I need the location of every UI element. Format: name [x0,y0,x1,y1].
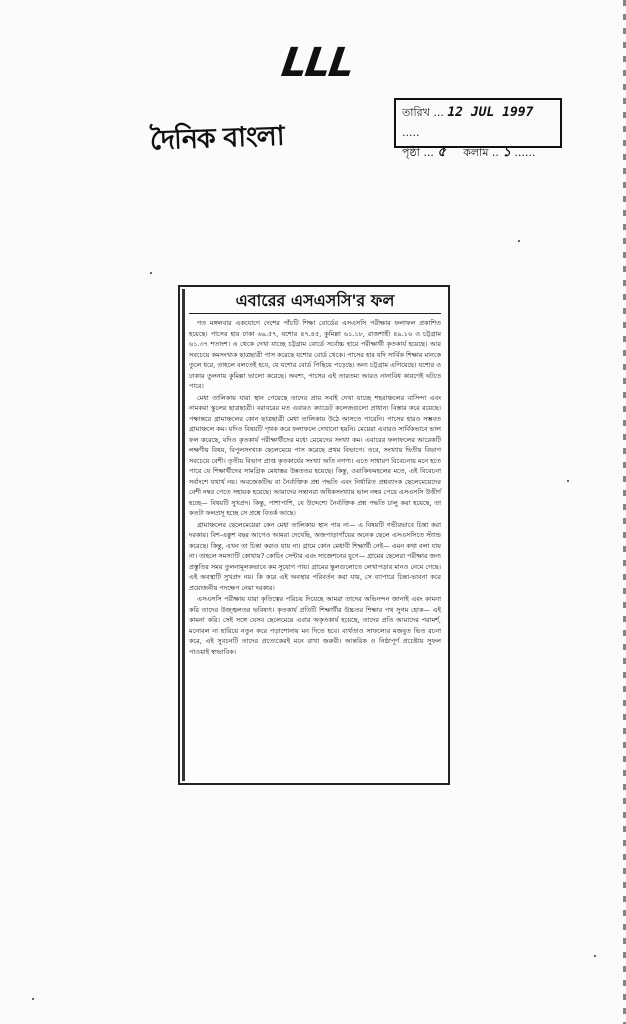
article-paragraph: মেধা তালিকায় যারা স্থান পেয়েছে তাদের প্রায় সবাই দেখা যাচ্ছে শহরাঞ্চলের বাসিন্দা এবং নামকরা স্কুলের ছাত্রছাত্রী। বরাবরের মত এবারও ক্যাডেট কলেজগুলো প্রাধান্য বিস্তার করে রয়েছে। পক্ষান্তরে গ্রামাঞ্চলের কোন ছাত্রছাত্রী মেধা তালিকায় উঠে আসতে পারেনি। পাসের হারও সম্ভবত গ্রামাঞ্চলে কম। যদিও বিষয়টি পৃথক করে ফলাফলে দেখানো হয়নি। মেয়েরা এবারও সার্বিকভাবে ভাল ফল করেছে, যদিও কৃতকার্য পরীক্ষার্থীদের মধ্যে মেয়েদের সংখ্যা কম। এবারের ফলাফলের আরেকটি লক্ষণীয় বিষয়, বিপুলসংখ্যক ছেলেমেয়ে পাস করেছে প্রথম বিভাগে। তবে, সংখ্যায় দ্বিতীয় বিভাগ সবচেয়ে বেশী। তৃতীয় বিভাগ প্রাপ্ত কৃতকার্যের সংখ্যা অতি নগণ্য। এতে সাধারণ বিবেচনায় মনে হতে পারে যে শিক্ষার্থীদের সামগ্রিক মেধাস্তর উন্নততর হয়েছে। কিন্তু, ওয়াকিফমহলের মতে, এই বিবেচনা সর্বাংশে যথার্থ নয়। অবজেকটিভ বা নৈর্ব্যক্তিক প্রশ্ন পদ্ধতি এবং নির্ধারিত প্রশ্নব্যাংক ছেলেমেয়েদের বেশী নম্বর পেতে সহায়ক হয়েছে। আমাদের সন্তানরা অধিকসংখ্যায় ভাল নম্বর পেয়ে এসএসসি উত্তীর্ণ হচ্ছে— বিষয়টি সুখপ্রদ। কিন্তু, পাশাপাশি, যে উদ্দেশ্যে নৈর্ব্যক্তিক প্রশ্ন পদ্ধতি চালু করা হয়েছে, তা কতটা ফলপ্রসূ হচ্ছে সে প্রশ্নে বিতর্ক আছে। [189,393,441,517]
stamp-column-label: কলাম [463,146,489,159]
speck [518,240,520,242]
speck [567,480,569,482]
handwritten-archive-mark: LLL [278,40,356,86]
article-body [189,318,441,657]
newspaper-name: দৈনিক বাংলা [149,120,285,157]
article-paragraph: গত মঙ্গলবার একযোগে দেশের পাঁচটি শিক্ষা বোর্ডের এসএসসি পরীক্ষার ফলাফল প্রকাশিত হয়েছে। পাসের হার ঢাকা ৬৯.৫৭, যশোর ৪৭.৪৫, কুমিল্লা ৬১.১৮, রাজশাহী ৪৯.১৬ ও চট্টগ্রাম ৬১.৩৭ শতাংশ। এ থেকে দেখা যাচ্ছে চট্টগ্রাম বোর্ডে সর্বোচ্চ হারে পরীক্ষার্থী কৃতকার্য হয়েছে। আর সবচেয়ে কমসংখ্যক ছাত্রছাত্রী পাস করেছে যশোর বোর্ড থেকে। পাসের হার যদি সার্বিক শিক্ষার মানকে তুলে ধরে, তাহলে বলতেই হবে, যে যশোর বোর্ড পিছিয়ে পড়েছে। অন্য চট্টগ্রাম এগিয়েছে। যশোর ও ঢাকার তুলনায় কুমিল্লা ভালো করেছে। অবশ্য, পাসের এই তারতম্য আরও নানাবিধ কারণেই ঘটতে পারে। [189,319,441,390]
stamp-page-label: পৃষ্ঠা [402,146,420,159]
speck [32,998,34,1000]
date-stamp [394,98,562,160]
speck [150,272,152,274]
stamp-page-row: পৃষ্ঠা ... ৫ কলাম .. ১ ...... [402,145,536,160]
stamp-page-value: ৫ [437,145,446,160]
stamp-date-label: তারিখ [402,106,430,119]
stamp-date-row: তারিখ ... 12 JUL 1997 ..... [402,105,534,139]
article-paragraph: গ্রামাঞ্চলের ছেলেমেয়েরা কেন মেধা তালিকায় স্থান পায় না— এ বিষয়টি গভীরভাবে চিন্তা করা দরকার। বিশ-এক্কুশ বছর আগেও আমরা দেখেছি, অজপাড়াগাঁয়ের অনেক ছেলে এসএসসিতে স্ট্যান্ড করেছে। কিন্তু, এখন তা চিন্তা করাও যায় না। গ্রামে কোন মেধাবী শিক্ষার্থী নেই— এমন কথা বলা যায় না। তাহলে সমস্যাটি কোথায়? কোচিং সেন্টার এবং সাজেশনের যুগে— গ্রামের ছেলেরা পরীক্ষার জন্য প্রস্তুতির সময় তুলনামূলকভাবে কম সুযোগ পায়। গ্রামের স্কুলগুলোতে লেখাপড়ার মানও নেমে গেছে। এই অবস্থাটি সুখপ্রদ নয়। কি করে এই অবস্থার পরিবর্তন করা যায়, সে ব্যাপারে চিন্তা-ভাবনা করে প্রয়োজনীয় পদক্ষেপ নেয়া দরকার। [189,520,441,592]
article-paragraph: এসএসসি পরীক্ষায় যারা কৃতিত্বের পরিচয় দিয়েছে আমরা তাদের অভিনন্দন জানাই এবং কামনা করি তাদের উজ্জ্বলতর ভবিষ্যৎ। কৃতকার্য প্রতিটি শিক্ষার্থীর উচ্চতর শিক্ষার পথ সুগম হোক— এই কামনা করি। সেই সঙ্গে যেসব ছেলেমেয়ে এবার অকৃতকার্য হয়েছে, তাদের প্রতি আমাদের পরামর্শ, মনোবল না হারিয়ে নতুন করে পড়াশোনায় মন দিতে হবে। ব্যর্থতাও সাফল্যের মজবুত ভিত রচনা করে, এই সুবচনটি তাদের প্রত্যেকেরই মনে রাখা জরুরী। আন্তরিক ও নিষ্ঠাপূর্ণ প্রচেষ্টায় সুফল পাওয়াই স্বাভাবিক। [189,595,441,656]
speck [594,955,596,957]
stamp-column-value: ১ [502,145,511,160]
stamp-date-value: 12 JUL 1997 [447,105,534,120]
newspaper-clipping [178,285,450,785]
article-headline: এবারের এসএসসি'র ফল [189,291,441,314]
